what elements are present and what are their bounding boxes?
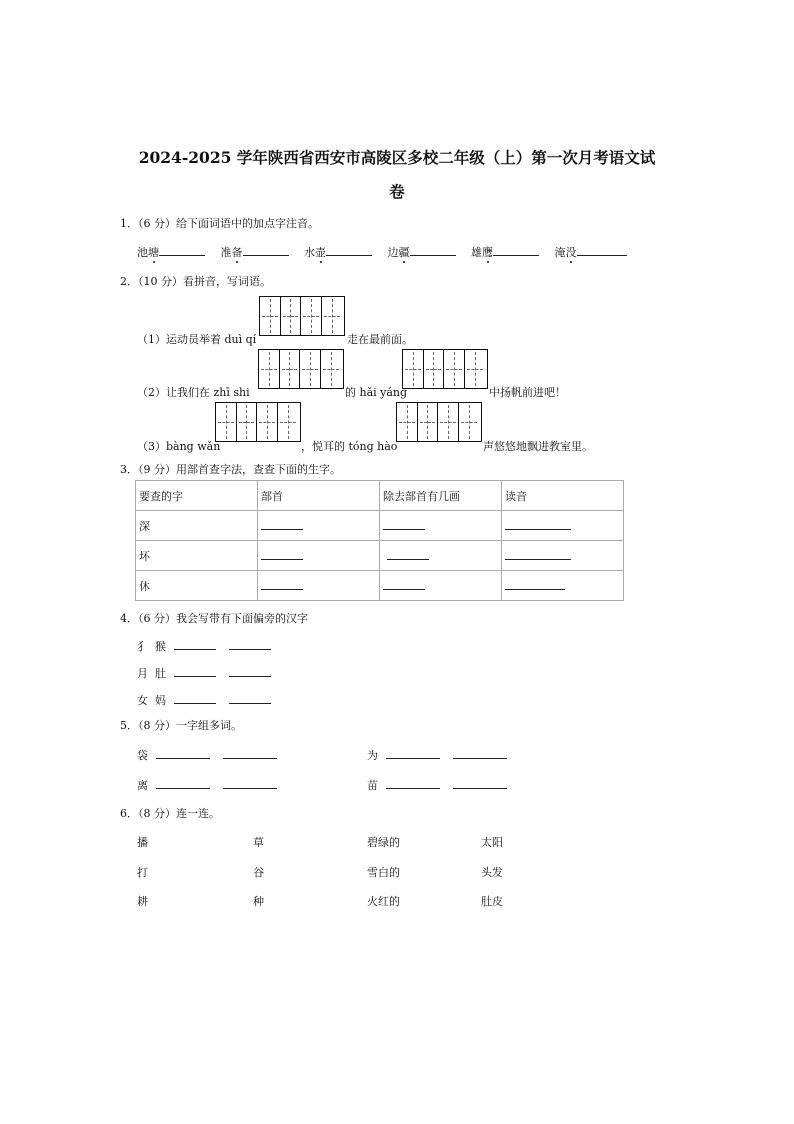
q6-verb[interactable]: 播 — [137, 836, 148, 849]
q1-words — [137, 243, 627, 260]
q4-radical: 女 — [137, 694, 148, 707]
q1-word-3: 水壶 — [304, 246, 326, 259]
q5-answer-blank[interactable] — [453, 746, 507, 759]
q4-row-1 — [137, 637, 271, 654]
q5-answer-blank[interactable] — [386, 746, 440, 759]
pronunciation-blank[interactable] — [502, 571, 624, 601]
q3-prompt: （9 分）用部首查字法，查查下面的生字。 — [138, 463, 341, 476]
q5-answer-blank[interactable] — [156, 746, 210, 759]
q6-object[interactable]: 肚皮 — [481, 895, 503, 908]
q1-answer-blank-1[interactable] — [159, 243, 205, 256]
q6-object[interactable]: 太阳 — [481, 836, 503, 849]
q2-sentence-3-post: 声悠悠地飘进教室里。 — [483, 440, 593, 453]
radical-blank[interactable] — [258, 541, 380, 571]
q6-verb[interactable]: 打 — [137, 866, 148, 879]
radical-blank[interactable] — [258, 511, 380, 541]
q6-verb[interactable]: 耕 — [137, 895, 148, 908]
q6-heading — [120, 805, 220, 821]
q5-item-2 — [367, 746, 507, 763]
q5-answer-blank[interactable] — [453, 776, 507, 789]
q1-answer-blank-4[interactable] — [410, 243, 456, 256]
q1-number: 1． — [120, 217, 138, 230]
pronunciation-blank[interactable] — [502, 541, 624, 571]
q4-radical: 犭 — [137, 640, 148, 653]
q2-writing-grid-4[interactable] — [215, 402, 301, 442]
q4-radical: 月 — [137, 667, 148, 680]
q1-word-2: 准备 — [220, 246, 243, 259]
q4-answer-blank[interactable] — [174, 637, 216, 650]
q2-sentence-2-pre: （2）让我们在 zhī shi — [137, 386, 250, 399]
q2-sentence-3-pre: （3）bàng wǎn — [137, 440, 221, 453]
q5-char: 为 — [367, 749, 378, 762]
q2-writing-grid-5[interactable] — [396, 402, 482, 442]
table-row-char: 坏 — [136, 541, 258, 571]
q5-char: 苗 — [367, 779, 378, 792]
table-row — [136, 541, 624, 571]
q4-prompt: （6 分）我会写带有下面偏旁的汉字 — [138, 612, 308, 625]
q4-row-3 — [137, 691, 271, 708]
q4-answer-blank[interactable] — [174, 664, 216, 677]
q4-number: 4． — [120, 612, 138, 625]
page-title-line-1: 2024-2025 学年陕西省西安市高陵区多校二年级（上）第一次月考语文试 — [138, 148, 656, 167]
q2-writing-grid-2[interactable] — [258, 349, 344, 389]
q4-example: 猴 — [155, 640, 166, 653]
q1-answer-blank-2[interactable] — [243, 243, 289, 256]
q1-word-5: 雄鹰 — [471, 246, 493, 259]
q5-char: 袋 — [137, 749, 148, 762]
q4-heading — [120, 610, 308, 626]
table-row-char: 深 — [136, 511, 258, 541]
q2-sentence-2-mid: 的 hǎi yáng — [345, 386, 408, 399]
q1-answer-blank-3[interactable] — [326, 243, 372, 256]
stroke-count-blank[interactable] — [380, 541, 502, 571]
q2-prompt: （10 分）看拼音，写词语。 — [138, 275, 271, 288]
page-title-line-2: 卷 — [389, 182, 405, 201]
q4-answer-blank[interactable] — [174, 691, 216, 704]
q1-word-6: 淹没 — [554, 246, 577, 259]
q6-number: 6． — [120, 807, 138, 820]
table-header-cell: 除去部首有几画 — [380, 481, 502, 511]
stroke-count-blank[interactable] — [380, 571, 502, 601]
q5-heading — [120, 717, 242, 733]
q4-answer-blank[interactable] — [229, 691, 271, 704]
q6-noun[interactable]: 草 — [253, 836, 264, 849]
table-header-cell: 读音 — [502, 481, 624, 511]
q6-adjective[interactable]: 碧绿的 — [367, 836, 400, 849]
table-header-cell: 要查的字 — [136, 481, 258, 511]
q5-answer-blank[interactable] — [223, 746, 277, 759]
table-row — [136, 511, 624, 541]
q1-word-1: 池塘 — [137, 246, 159, 259]
stroke-count-blank[interactable] — [380, 511, 502, 541]
q3-heading — [120, 461, 341, 477]
q2-writing-grid-1[interactable] — [259, 296, 345, 336]
table-row-char: 休 — [136, 571, 258, 601]
q1-heading — [120, 215, 319, 231]
q6-adjective[interactable]: 雪白的 — [367, 866, 400, 879]
q5-number: 5． — [120, 719, 138, 732]
table-header-cell: 部首 — [258, 481, 380, 511]
q6-noun[interactable]: 谷 — [253, 866, 264, 879]
radical-blank[interactable] — [258, 571, 380, 601]
q6-prompt: （8 分）连一连。 — [138, 807, 220, 820]
table-row — [136, 571, 624, 601]
q6-adjective[interactable]: 火红的 — [367, 895, 400, 908]
q1-answer-blank-5[interactable] — [493, 243, 539, 256]
q4-answer-blank[interactable] — [229, 664, 271, 677]
q2-sentence-1-post: 走在最前面。 — [347, 333, 413, 346]
q2-sentence-2-post: 中扬帆前进吧！ — [489, 386, 566, 399]
q1-prompt: （6 分）给下面词语中的加点字注音。 — [138, 217, 319, 230]
q5-answer-blank[interactable] — [156, 776, 210, 789]
q1-word-4: 边疆 — [387, 246, 410, 259]
q4-example: 妈 — [155, 694, 166, 707]
q2-sentence-3-mid: ，悦耳的 tóng hào — [301, 440, 398, 453]
q5-item-3 — [137, 776, 277, 793]
q3-lookup-table — [135, 480, 624, 601]
q4-answer-blank[interactable] — [229, 637, 271, 650]
q3-number: 3． — [120, 463, 138, 476]
q6-object[interactable]: 头发 — [481, 866, 503, 879]
q2-sentence-1-pre: （1）运动员举着 duì qí — [137, 333, 257, 346]
pronunciation-blank[interactable] — [502, 511, 624, 541]
q2-heading — [120, 273, 271, 289]
q5-item-1 — [137, 746, 277, 763]
q4-example: 肚 — [155, 667, 166, 680]
q6-noun[interactable]: 种 — [253, 895, 264, 908]
table-header-row — [136, 481, 624, 511]
q5-prompt: （8 分）一字组多词。 — [138, 719, 242, 732]
q5-answer-blank[interactable] — [223, 776, 277, 789]
q5-answer-blank[interactable] — [386, 776, 440, 789]
q2-number: 2． — [120, 275, 138, 288]
q4-row-2 — [137, 664, 271, 681]
q1-answer-blank-6[interactable] — [577, 243, 627, 256]
q5-item-4 — [367, 776, 507, 793]
q2-writing-grid-3[interactable] — [402, 349, 488, 389]
q5-char: 离 — [137, 779, 148, 792]
